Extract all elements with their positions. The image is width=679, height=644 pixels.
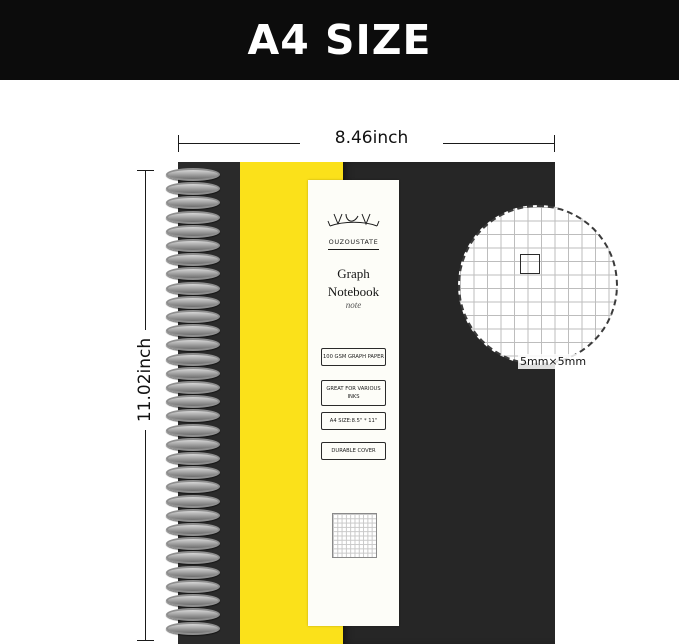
spiral-coil bbox=[166, 353, 220, 366]
product-illustration bbox=[0, 80, 679, 644]
spiral-coil bbox=[166, 211, 220, 224]
spiral-coil bbox=[166, 580, 220, 593]
spiral-binding bbox=[166, 162, 218, 644]
height-dimension-cap-top bbox=[137, 170, 154, 171]
spiral-coil bbox=[166, 509, 220, 522]
banner bbox=[0, 0, 679, 80]
product-title-script: note bbox=[345, 300, 362, 310]
height-dimension-label: 11.02inch bbox=[135, 330, 155, 430]
spiral-coil bbox=[166, 523, 220, 536]
spiral-coil bbox=[166, 452, 220, 465]
spiral-coil bbox=[166, 466, 220, 479]
spiral-coil bbox=[166, 381, 220, 394]
feature-badge-gsm: 100 GSM GRAPH PAPER bbox=[321, 348, 386, 366]
spiral-coil bbox=[166, 409, 220, 422]
spiral-coil bbox=[166, 594, 220, 607]
brand-logo-icon bbox=[308, 210, 399, 236]
brand-divider bbox=[328, 249, 379, 250]
banner-title: A4 SIZE bbox=[247, 16, 432, 64]
spiral-coil bbox=[166, 480, 220, 493]
spiral-coil bbox=[166, 267, 220, 280]
spiral-coil bbox=[166, 424, 220, 437]
brand-name: OUZOUSTATE bbox=[328, 238, 379, 246]
spiral-coil bbox=[166, 495, 220, 508]
spiral-coil bbox=[166, 168, 220, 181]
spiral-coil bbox=[166, 225, 220, 238]
spiral-coil bbox=[166, 182, 220, 195]
feature-badge-cover: DURABLE COVER bbox=[321, 442, 386, 460]
spiral-coil bbox=[166, 551, 220, 564]
spiral-coil bbox=[166, 537, 220, 550]
spiral-coil bbox=[166, 608, 220, 621]
spiral-coil bbox=[166, 296, 220, 309]
product-title-line2: Notebook bbox=[327, 284, 380, 299]
label-grid-sample bbox=[332, 513, 377, 558]
spiral-coil bbox=[166, 622, 220, 635]
height-dimension-cap-bottom bbox=[137, 640, 154, 641]
spiral-coil bbox=[166, 566, 220, 579]
spiral-coil bbox=[166, 324, 220, 337]
spiral-coil bbox=[166, 438, 220, 451]
spiral-coil bbox=[166, 196, 220, 209]
notebook-yellow-band bbox=[240, 162, 384, 644]
feature-badge-inks: GREAT FOR VARIOUS INKS bbox=[321, 380, 386, 406]
spiral-coil bbox=[166, 338, 220, 351]
spiral-coil bbox=[166, 395, 220, 408]
notebook-label-card bbox=[308, 180, 399, 626]
spiral-coil bbox=[166, 367, 220, 380]
spiral-coil bbox=[166, 239, 220, 252]
spiral-coil bbox=[166, 253, 220, 266]
width-dimension-label: 8.46inch bbox=[300, 128, 443, 148]
grid-magnifier bbox=[458, 205, 618, 365]
grid-size-label: 5mm×5mm bbox=[520, 355, 587, 368]
feature-badge-size: A4 SIZE:8.5" * 11" bbox=[321, 412, 386, 430]
grid-cell-highlight bbox=[520, 254, 540, 274]
width-dimension-cap-right bbox=[554, 135, 555, 152]
spiral-coil bbox=[166, 310, 220, 323]
spiral-coil bbox=[166, 282, 220, 295]
product-title-line1: Graph bbox=[337, 266, 370, 281]
width-dimension-cap-left bbox=[178, 135, 179, 152]
